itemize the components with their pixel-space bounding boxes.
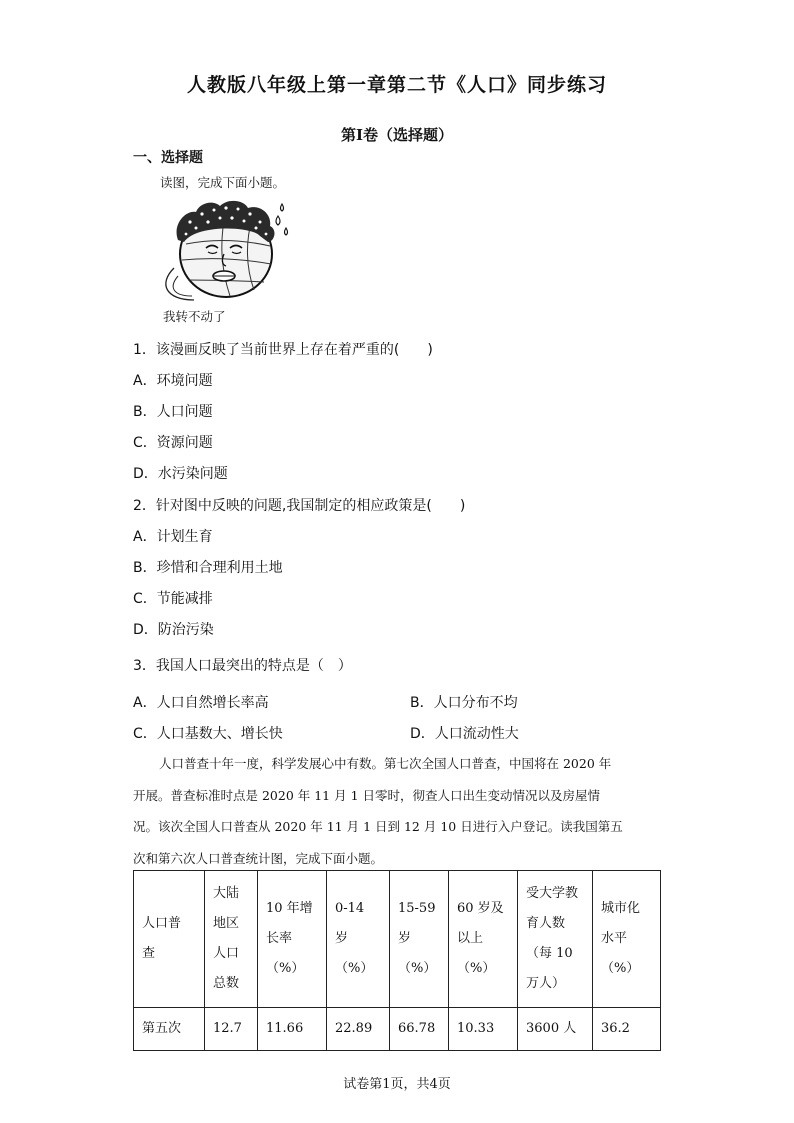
section-heading: 一、选择题: [133, 150, 203, 166]
table-cell: 第五次: [134, 1008, 205, 1051]
passage-line: 况。该次全国人口普查从 2020 年 11 月 1 日到 12 月 10 日进行入户登记。读我国第五: [133, 819, 623, 834]
header-cell: 60 岁及 以上 （%）: [449, 871, 518, 1008]
reading-instruction: 读图，完成下面小题。: [160, 175, 286, 190]
question-3-option-b: B．人口分布不均: [410, 695, 518, 711]
passage-line: 开展。普查标准时点是 2020 年 11 月 1 日零时，彻查人口出生变动情况以及房屋情: [133, 787, 601, 803]
header-cell: 大陆 地区 人口 总数: [205, 871, 258, 1008]
table-cell: 10.33: [449, 1008, 518, 1051]
question-2-option-a: A．计划生育: [133, 529, 213, 545]
question-3-option-a: A．人口自然增长率高: [133, 695, 269, 711]
table-cell: 22.89: [327, 1008, 390, 1051]
question-1-option-b: B．人口问题: [133, 404, 213, 420]
header-cell: 受大学教 育人数 （每 10 万人）: [518, 871, 593, 1008]
header-cell: 10 年增 长率 （%）: [258, 871, 327, 1008]
passage-line: 人口普查十年一度，科学发展心中有数。第七次全国人口普查，中国将在 2020 年: [159, 756, 612, 771]
question-1-option-c: C．资源问题: [133, 435, 213, 451]
question-3-option-c: C．人口基数大、增长快: [133, 726, 283, 742]
page-footer: 试卷第1页，共4页: [343, 1077, 451, 1092]
question-3-stem: 3．我国人口最突出的特点是（ ）: [133, 658, 352, 674]
tired-globe-cartoon: [156, 196, 296, 308]
question-2-option-c: C．节能减排: [133, 591, 213, 607]
passage-line: 次和第六次人口普查统计图，完成下面小题。: [133, 850, 384, 866]
volume-title: 第I卷（选择题）: [340, 126, 454, 144]
table-cell: 36.2: [593, 1008, 661, 1051]
question-2-option-b: B．珍惜和合理利用土地: [133, 560, 283, 576]
table-cell: 11.66: [258, 1008, 327, 1051]
table-cell: 3600 人: [518, 1008, 593, 1051]
census-table: [133, 870, 661, 1051]
census-passage: [133, 748, 663, 874]
header-cell: 15-59 岁 （%）: [390, 871, 449, 1008]
document-title: 人教版八年级上第一章第二节《人口》同步练习: [186, 74, 607, 96]
header-cell: 城市化 水平 （%）: [593, 871, 661, 1008]
question-1-option-a: A．环境问题: [133, 373, 213, 389]
question-1-option-d: D．水污染问题: [133, 466, 228, 482]
question-1-stem: 1．该漫画反映了当前世界上存在着严重的( ): [133, 342, 433, 358]
table-row: [134, 1008, 661, 1051]
table-cell: 66.78: [390, 1008, 449, 1051]
header-cell: 0-14 岁 （%）: [327, 871, 390, 1008]
header-cell: 人口普 查: [134, 871, 205, 1008]
cartoon-caption: 我转不动了: [163, 309, 226, 324]
question-2-stem: 2．针对图中反映的问题,我国制定的相应政策是( ): [133, 498, 466, 514]
table-header-row: [134, 871, 661, 1008]
question-3-option-d: D．人口流动性大: [410, 726, 519, 742]
question-2-option-d: D．防治污染: [133, 622, 214, 638]
table-cell: 12.7: [205, 1008, 258, 1051]
